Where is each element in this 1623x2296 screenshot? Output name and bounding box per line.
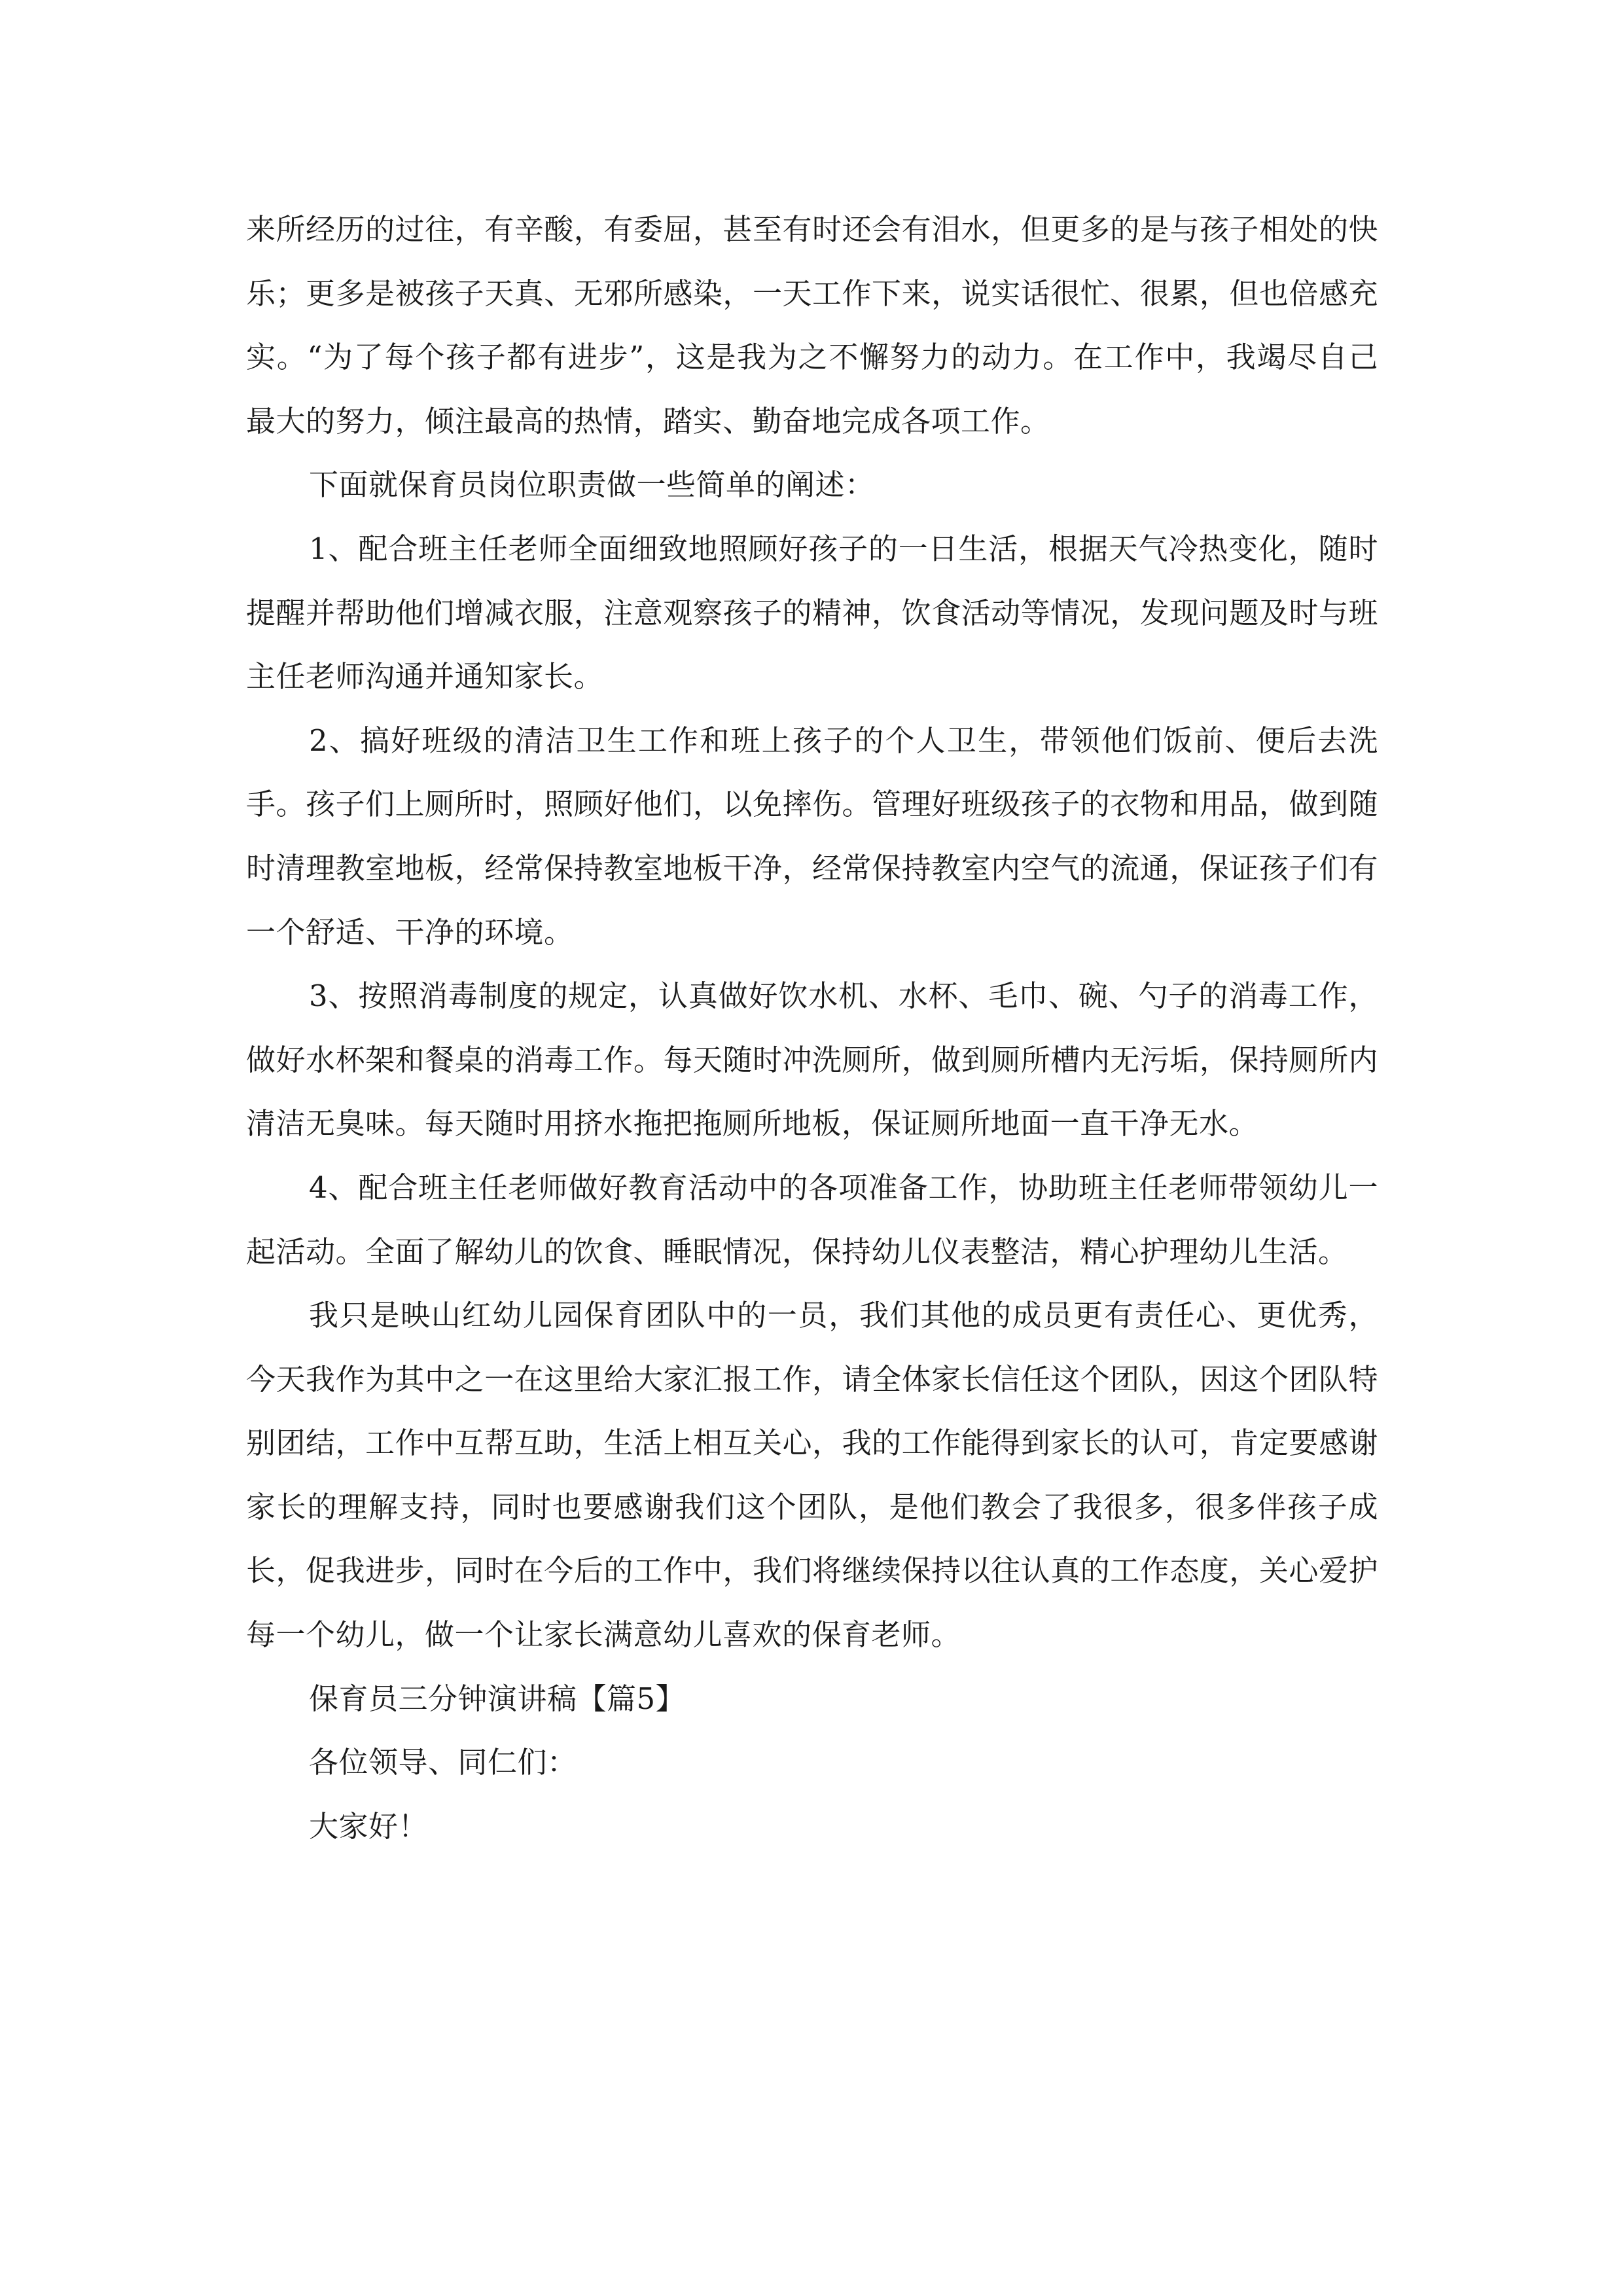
paragraph-duty-3: 3、按照消毒制度的规定，认真做好饮水机、水杯、毛巾、碗、勺子的消毒工作，做好水杯架和餐桌的消毒工作。每天随时冲洗厕所，做到厕所槽内无污垢，保持厕所内清洁无臭味。每天随时用挤水拖把拖厕所地板，保证厕所地面一直干净无水。 xyxy=(246,978,1378,1141)
section-heading: 保育员三分钟演讲稿【篇5】 xyxy=(309,1681,686,1716)
paragraph-duty-4: 4、配合班主任老师做好教育活动中的各项准备工作，协助班主任老师带领幼儿一起活动。全面了解幼儿的饮食、睡眠情况，保持幼儿仪表整洁，精心护理幼儿生活。 xyxy=(246,1170,1378,1269)
greeting: 大家好！ xyxy=(309,1808,429,1844)
paragraph-duties-intro: 下面就保育员岗位职责做一些简单的阐述： xyxy=(309,467,875,503)
paragraph-duty-2: 2、搞好班级的清洁卫生工作和班上孩子的个人卫生，带领他们饭前、便后去洗手。孩子们上厕所时，照顾好他们，以免摔伤。管理好班级孩子的衣物和用品，做到随时清理教室地板，经常保持教室地板干净，经常保持教室内空气的流通，保证孩子们有一个舒适、干净的环境。 xyxy=(246,723,1378,950)
salutation: 各位领导、同仁们： xyxy=(309,1745,577,1780)
paragraph-duty-1: 1、配合班主任老师全面细致地照顾好孩子的一日生活，根据天气冷热变化，随时提醒并帮助他们增减衣服，注意观察孩子的精神，饮食活动等情况，发现问题及时与班主任老师沟通并通知家长。 xyxy=(246,531,1378,694)
paragraph-continued-intro: 来所经历的过往，有辛酸，有委屈，甚至有时还会有泪水，但更多的是与孩子相处的快乐；更多是被孩子天真、无邪所感染，一天工作下来，说实话很忙、很累，但也倍感充实。“为了每个孩子都有进步”，这是我为之不懈努力的动力。在工作中，我竭尽自己最大的努力，倾注最高的热情，踏实、勤奋地完成各项工作。 xyxy=(246,212,1378,439)
paragraph-conclusion: 我只是映山红幼儿园保育团队中的一员，我们其他的成员更有责任心、更优秀，今天我作为其中之一在这里给大家汇报工作，请全体家长信任这个团队，因这个团队特别团结，工作中互帮互助，生活上相互关心，我的工作能得到家长的认可，肯定要感谢家长的理解支持，同时也要感谢我们这个团队，是他们教会了我很多，很多伴孩子成长，促我进步，同时在今后的工作中，我们将继续保持以往认真的工作态度，关心爱护每一个幼儿，做一个让家长满意幼儿喜欢的保育老师。 xyxy=(246,1298,1378,1653)
document-page xyxy=(246,198,1378,1858)
